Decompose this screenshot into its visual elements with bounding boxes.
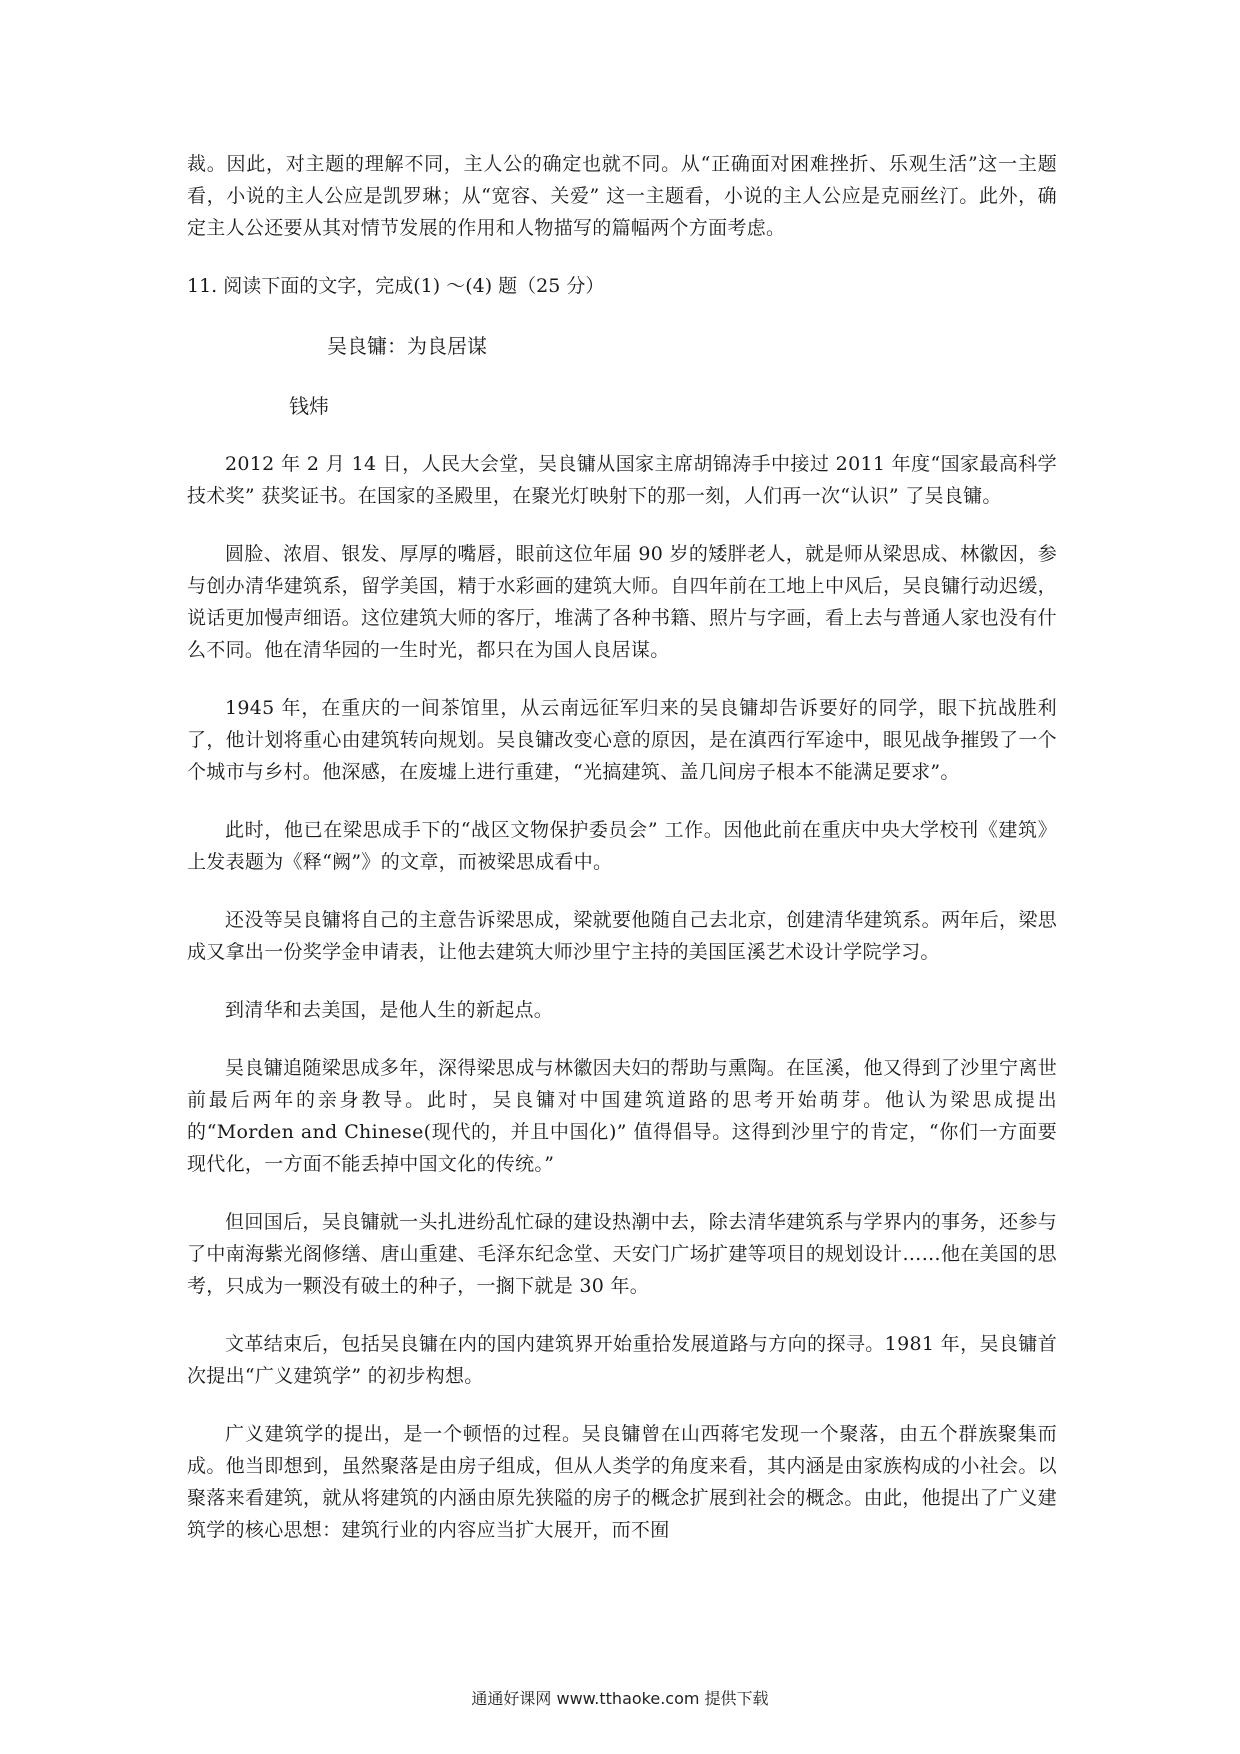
- article-paragraph-6: 到清华和去美国，是他人生的新起点。: [225, 999, 554, 1021]
- article-paragraph-8: 但回国后，吴良镛就一头扎进纷乱忙碌的建设热潮中去，除去清华建筑系与学界内的事务，还参与了中南海紫光阁修缮、唐山重建、毛泽东纪念堂、天安门广场扩建等项目的规划设计……他在美国的思考，只成为一颗没有破土的种子，一搁下就是 30 年。: [187, 1211, 1057, 1297]
- article-paragraph-10: 广义建筑学的提出，是一个顿悟的过程。吴良镛曾在山西蒋宅发现一个聚落，由五个群族聚集而成。他当即想到，虽然聚落是由房子组成，但从人类学的角度来看，其内涵是由家族构成的小社会。以聚落来看建筑，就从将建筑的内涵由原先狭隘的房子的概念扩展到社会的概念。由此，他提出了广义建筑学的核心思想：建筑行业的内容应当扩大展开，而不囿: [187, 1423, 1057, 1541]
- question-11-label: 11. 阅读下面的文字，完成(1) ～(4) 题（25 分）: [187, 275, 605, 297]
- article-paragraph-4: 此时，他已在梁思成手下的“战区文物保护委员会” 工作。因他此前在重庆中央大学校刊《建筑》上发表题为《释“阙”》的文章，而被梁思成看中。: [187, 819, 1057, 873]
- article-author: 钱炜: [289, 394, 329, 418]
- article-paragraph-1: 2012 年 2 月 14 日，人民大会堂，吴良镛从国家主席胡锦涛手中接过 2011 年度“国家最高科学技术奖” 获奖证书。在国家的圣殿里，在聚光灯映射下的那一刻，人们再一次“认识” 了吴良镛。: [187, 453, 1057, 507]
- article-paragraph-5: 还没等吴良镛将自己的主意告诉梁思成，梁就要他随自己去北京，创建清华建筑系。两年后，梁思成又拿出一份奖学金申请表，让他去建筑大师沙里宁主持的美国匡溪艺术设计学院学习。: [187, 909, 1057, 963]
- article-paragraph-3: 1945 年，在重庆的一间茶馆里，从云南远征军归来的吴良镛却告诉要好的同学，眼下抗战胜利了，他计划将重心由建筑转向规划。吴良镛改变心意的原因，是在滇西行军途中，眼见战争摧毁了一个个城市与乡村。他深感，在废墟上进行重建，“光搞建筑、盖几间房子根本不能满足要求”。: [187, 697, 1057, 783]
- article-paragraph-9: 文革结束后，包括吴良镛在内的国内建筑界开始重拾发展道路与方向的探寻。1981 年，吴良镛首次提出“广义建筑学” 的初步构想。: [187, 1333, 1057, 1387]
- article-title: 吴良镛：为良居谋: [327, 334, 487, 358]
- continued-paragraph: 裁。因此，对主题的理解不同，主人公的确定也就不同。从“正确面对困难挫折、乐观生活”这一主题看，小说的主人公应是凯罗琳；从“宽容、关爱” 这一主题看，小说的主人公应是克丽丝汀。此外，确定主人公还要从其对情节发展的作用和人物描写的篇幅两个方面考虑。: [187, 153, 1057, 239]
- page-footer: 通通好课网 www.tthaoke.com 提供下载: [471, 1689, 769, 1708]
- article-paragraph-7: 吴良镛追随梁思成多年，深得梁思成与林徽因夫妇的帮助与熏陶。在匡溪，他又得到了沙里宁离世前最后两年的亲身教导。此时，吴良镛对中国建筑道路的思考开始萌芽。他认为梁思成提出的“Morden and Chinese(现代的，并且中国化)” 值得倡导。这得到沙里宁的肯定，“你们一方面要现代化，一方面不能丢掉中国文化的传统。”: [187, 1057, 1057, 1175]
- document-page: [187, 148, 1057, 1572]
- article-paragraph-2: 圆脸、浓眉、银发、厚厚的嘴唇，眼前这位年届 90 岁的矮胖老人，就是师从梁思成、林徽因，参与创办清华建筑系，留学美国，精于水彩画的建筑大师。自四年前在工地上中风后，吴良镛行动迟缓，说话更加慢声细语。这位建筑大师的客厅，堆满了各种书籍、照片与字画，看上去与普通人家也没有什么不同。他在清华园的一生时光，都只在为国人良居谋。: [187, 543, 1057, 661]
